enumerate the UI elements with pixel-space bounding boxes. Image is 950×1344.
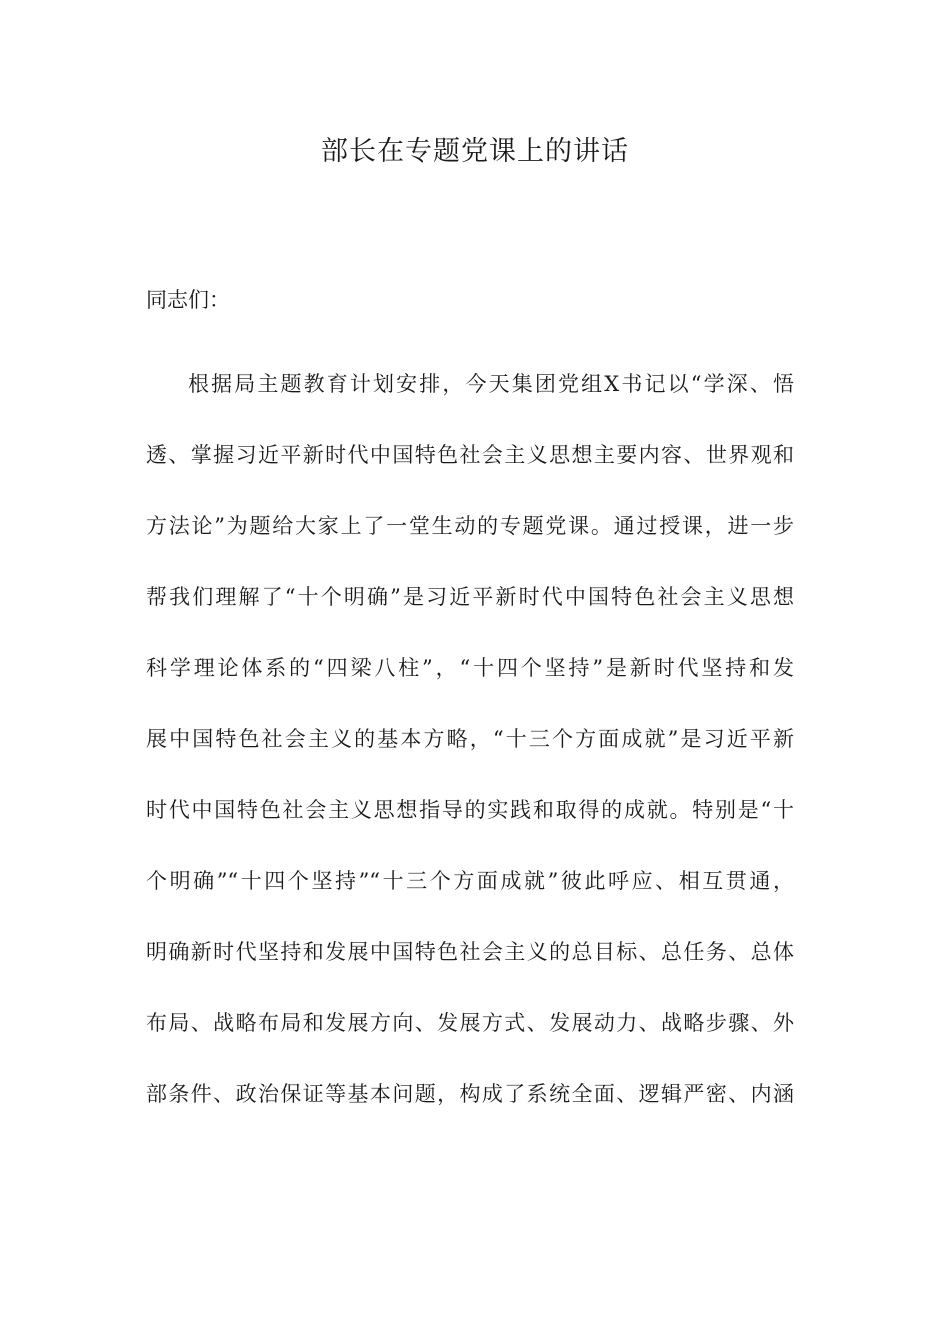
paragraph-line-7: 时代中国特色社会主义思想指导的实践和取得的成就。特别是“十 — [146, 798, 794, 822]
paragraph-line-6: 展中国特色社会主义的基本方略，“十三个方面成就”是习近平新 — [146, 727, 794, 751]
paragraph-line-9: 明确新时代坚持和发展中国特色社会主义的总目标、总任务、总体 — [146, 940, 794, 964]
document-title: 部长在专题党课上的讲话 — [321, 136, 629, 167]
paragraph-line-8: 个明确”“十四个坚持”“十三个方面成就”彼此呼应、相互贯通， — [146, 869, 794, 893]
paragraph-line-4: 帮我们理解了“十个明确”是习近平新时代中国特色社会主义思想 — [146, 585, 794, 609]
paragraph-line-11: 部条件、政治保证等基本问题，构成了系统全面、逻辑严密、内涵 — [146, 1082, 794, 1106]
salutation: 同志们： — [146, 288, 230, 312]
paragraph-line-10: 布局、战略布局和发展方向、发展方式、发展动力、战略步骤、外 — [146, 1011, 794, 1035]
paragraph-line-1: 根据局主题教育计划安排，今天集团党组X书记以“学深、悟 — [188, 372, 794, 396]
body-paragraph — [146, 366, 806, 1147]
paragraph-line-3: 方法论”为题给大家上了一堂生动的专题党课。通过授课，进一步 — [146, 514, 794, 538]
paragraph-line-5: 科学理论体系的“四梁八柱”，“十四个坚持”是新时代坚持和发 — [146, 656, 794, 680]
paragraph-line-2: 透、掌握习近平新时代中国特色社会主义思想主要内容、世界观和 — [146, 443, 794, 467]
